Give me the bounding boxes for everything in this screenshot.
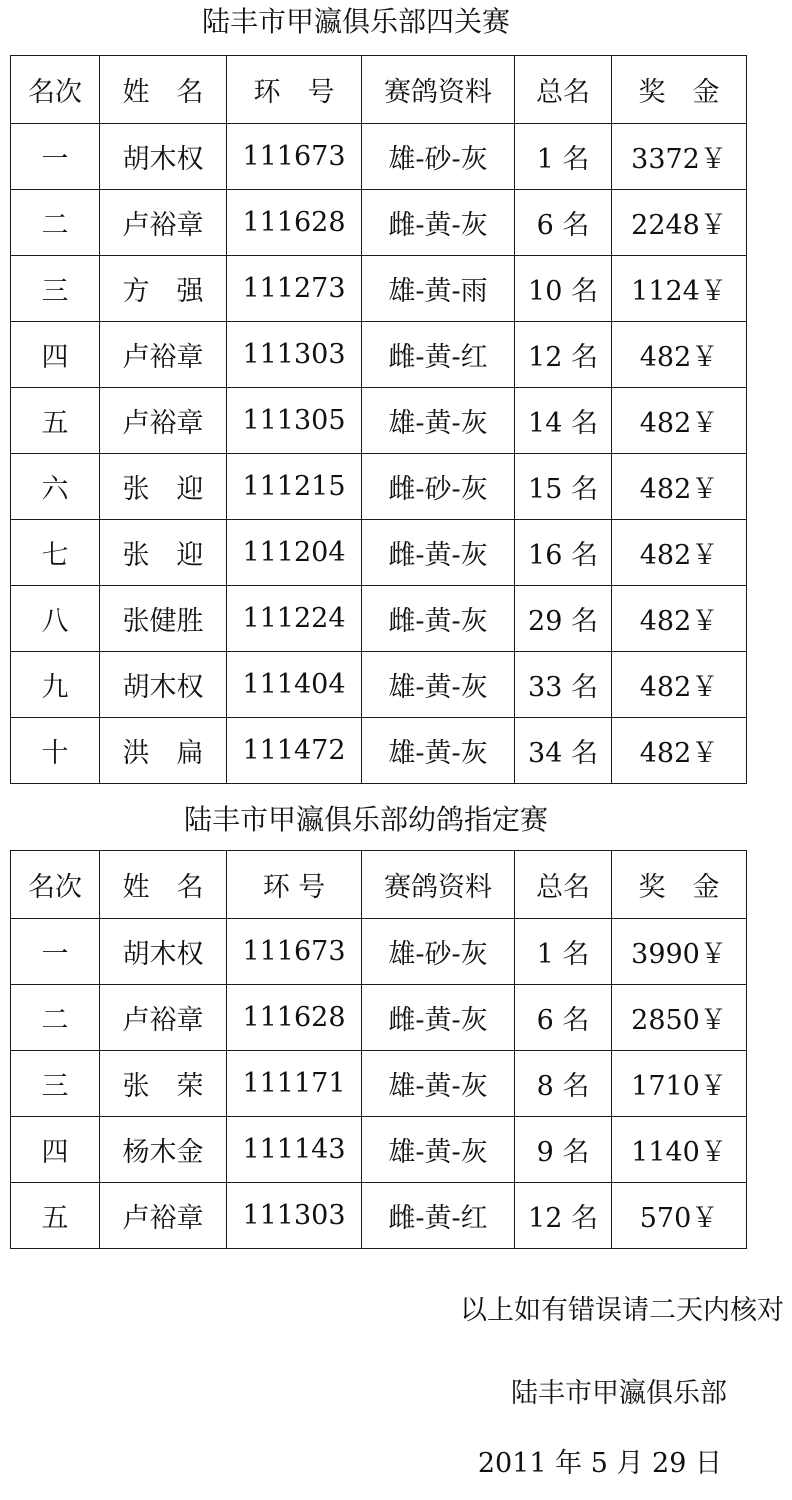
cell-prize: 482￥ [612,322,747,388]
header-rank: 名次 [11,851,100,919]
table-row [11,985,747,1051]
organization-signature: 陆丰市甲瀛俱乐部 [511,1378,727,1409]
table-row [11,919,747,985]
table-row [11,190,747,256]
cell-name: 洪 扁 [100,718,227,784]
header-pigeon-info: 赛鸽资料 [362,851,515,919]
cell-ring-number: 111204 [227,520,362,586]
header-rank: 名次 [11,56,100,124]
header-overall-place: 总名 [515,56,612,124]
header-pigeon-info: 赛鸽资料 [362,56,515,124]
cell-pigeon-info: 雄-黄-灰 [362,1051,515,1117]
cell-pigeon-info: 雌-砂-灰 [362,454,515,520]
cell-name: 张 迎 [100,520,227,586]
table-row [11,586,747,652]
cell-rank: 一 [11,919,100,985]
cell-name: 卢裕章 [100,985,227,1051]
cell-ring-number: 111404 [227,652,362,718]
cell-overall-place: 16 名 [515,520,612,586]
cell-pigeon-info: 雄-砂-灰 [362,919,515,985]
cell-pigeon-info: 雌-黄-灰 [362,520,515,586]
cell-prize: 1124￥ [612,256,747,322]
cell-ring-number: 111628 [227,985,362,1051]
cell-prize: 1140￥ [612,1117,747,1183]
cell-prize: 482￥ [612,520,747,586]
cell-pigeon-info: 雄-黄-灰 [362,718,515,784]
cell-ring-number: 111303 [227,322,362,388]
cell-prize: 482￥ [612,652,747,718]
cell-ring-number: 111303 [227,1183,362,1249]
cell-prize: 482￥ [612,586,747,652]
results-table-body [11,56,747,784]
cell-prize: 3990￥ [612,919,747,985]
cell-ring-number: 111171 [227,1051,362,1117]
correction-notice: 以上如有错误请二天内核对 [460,1295,784,1326]
cell-name: 胡木权 [100,124,227,190]
cell-rank: 一 [11,124,100,190]
table-row [11,1117,747,1183]
cell-pigeon-info: 雌-黄-灰 [362,985,515,1051]
cell-name: 杨木金 [100,1117,227,1183]
table-row [11,322,747,388]
cell-overall-place: 29 名 [515,586,612,652]
cell-rank: 二 [11,190,100,256]
cell-overall-place: 1 名 [515,124,612,190]
header-overall-place: 总名 [515,851,612,919]
cell-overall-place: 6 名 [515,985,612,1051]
cell-prize: 482￥ [612,454,747,520]
header-prize: 奖 金 [612,851,747,919]
cell-pigeon-info: 雄-黄-灰 [362,388,515,454]
cell-ring-number: 111224 [227,586,362,652]
cell-pigeon-info: 雄-黄-雨 [362,256,515,322]
cell-rank: 四 [11,322,100,388]
cell-pigeon-info: 雌-黄-红 [362,1183,515,1249]
cell-rank: 七 [11,520,100,586]
cell-rank: 五 [11,1183,100,1249]
results-table-body [11,851,747,1249]
cell-overall-place: 14 名 [515,388,612,454]
cell-ring-number: 111472 [227,718,362,784]
cell-rank: 三 [11,256,100,322]
cell-prize: 2850￥ [612,985,747,1051]
cell-rank: 三 [11,1051,100,1117]
cell-ring-number: 111673 [227,919,362,985]
cell-prize: 2248￥ [612,190,747,256]
cell-prize: 570￥ [612,1183,747,1249]
table-row [11,520,747,586]
cell-name: 张 迎 [100,454,227,520]
cell-ring-number: 111628 [227,190,362,256]
cell-rank: 九 [11,652,100,718]
cell-overall-place: 10 名 [515,256,612,322]
cell-pigeon-info: 雄-黄-灰 [362,1117,515,1183]
cell-ring-number: 111305 [227,388,362,454]
cell-name: 卢裕章 [100,322,227,388]
cell-overall-place: 34 名 [515,718,612,784]
cell-pigeon-info: 雄-砂-灰 [362,124,515,190]
header-name: 姓 名 [100,851,227,919]
cell-name: 张健胜 [100,586,227,652]
cell-name: 胡木权 [100,919,227,985]
cell-ring-number: 111273 [227,256,362,322]
header-ring-number: 环 号 [227,56,362,124]
cell-ring-number: 111215 [227,454,362,520]
cell-overall-place: 33 名 [515,652,612,718]
table-row [11,652,747,718]
cell-name: 卢裕章 [100,190,227,256]
table-row [11,718,747,784]
cell-overall-place: 12 名 [515,322,612,388]
cell-ring-number: 111673 [227,124,362,190]
cell-prize: 1710￥ [612,1051,747,1117]
table-row [11,256,747,322]
cell-overall-place: 8 名 [515,1051,612,1117]
cell-name: 卢裕章 [100,388,227,454]
table-row [11,124,747,190]
cell-prize: 482￥ [612,718,747,784]
header-prize: 奖 金 [612,56,747,124]
table-row [11,454,747,520]
table-header-row [11,851,747,919]
cell-overall-place: 12 名 [515,1183,612,1249]
table-title-four-stage-race: 陆丰市甲瀛俱乐部四关赛 [201,5,510,38]
cell-rank: 六 [11,454,100,520]
cell-pigeon-info: 雌-黄-灰 [362,586,515,652]
cell-rank: 二 [11,985,100,1051]
cell-overall-place: 6 名 [515,190,612,256]
cell-overall-place: 9 名 [515,1117,612,1183]
cell-name: 胡木权 [100,652,227,718]
table-title-young-pigeon-race: 陆丰市甲瀛俱乐部幼鸽指定赛 [183,803,548,836]
cell-rank: 八 [11,586,100,652]
cell-name: 卢裕章 [100,1183,227,1249]
table-row [11,1183,747,1249]
cell-overall-place: 15 名 [515,454,612,520]
cell-pigeon-info: 雌-黄-红 [362,322,515,388]
header-name: 姓 名 [100,56,227,124]
cell-pigeon-info: 雌-黄-灰 [362,190,515,256]
document-date: 2011 年 5 月 29 日 [477,1448,722,1479]
table-row [11,388,747,454]
cell-rank: 五 [11,388,100,454]
cell-pigeon-info: 雄-黄-灰 [362,652,515,718]
table-row [11,1051,747,1117]
results-table-four-stage-race [10,55,747,784]
table-header-row [11,56,747,124]
cell-rank: 四 [11,1117,100,1183]
cell-overall-place: 1 名 [515,919,612,985]
header-ring-number: 环 号 [227,851,362,919]
cell-name: 张 荣 [100,1051,227,1117]
cell-rank: 十 [11,718,100,784]
cell-name: 方 强 [100,256,227,322]
cell-prize: 482￥ [612,388,747,454]
results-table-young-pigeon-race [10,850,747,1249]
cell-prize: 3372￥ [612,124,747,190]
cell-ring-number: 111143 [227,1117,362,1183]
